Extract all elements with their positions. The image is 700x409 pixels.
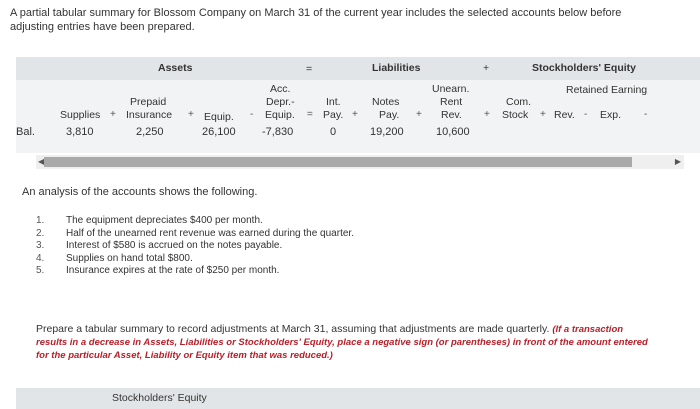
equals-sign: = xyxy=(306,63,313,75)
answer-table-header xyxy=(16,388,700,409)
scroll-left-icon[interactable]: ◀ xyxy=(38,157,45,166)
op-minus: - xyxy=(250,109,254,120)
instructions xyxy=(36,323,656,362)
analysis-title: An analysis of the accounts shows the following. xyxy=(22,186,258,198)
stockholders-equity-header: Stockholders' Equity xyxy=(532,62,637,74)
col-accdepr-3: Equip. xyxy=(265,109,295,121)
col-unearned-1: Unearn. xyxy=(432,83,470,95)
op-plus: + xyxy=(540,109,546,120)
balance-supplies: 3,810 xyxy=(66,126,94,138)
intro-line-2: adjusting entries have been prepared. xyxy=(10,21,195,33)
balance-prepaid: 2,250 xyxy=(136,126,164,138)
instructions-main: Prepare a tabular summary to record adjustments at March 31, assuming that adjustments are made quarterly. xyxy=(36,323,550,335)
col-prepaid-2: Insurance xyxy=(126,109,173,121)
op-plus: + xyxy=(110,109,116,120)
op-plus: + xyxy=(188,109,194,120)
col-notespay-1: Notes xyxy=(372,96,400,108)
balance-notespay: 19,200 xyxy=(370,126,404,138)
col-intpay-2: Pay. xyxy=(323,109,344,121)
assets-header: Assets xyxy=(158,62,193,74)
balance-equip: 26,100 xyxy=(202,126,236,138)
plus-sign: + xyxy=(483,62,490,74)
instructions-note: (If a transaction results in a decrease in Assets, Liabilities or Stockholders' Equity, place a negative sign (or parentheses) in front of the amount entered for the particular Asset, Liability or Equity item that was reduced.) xyxy=(36,324,648,361)
op-minus: - xyxy=(644,109,648,120)
op-equals: = xyxy=(307,109,313,120)
retained-earnings-header: Retained Earning xyxy=(566,84,648,96)
liabilities-header: Liabilities xyxy=(372,62,421,74)
col-comstock-2: Stock xyxy=(502,109,529,121)
col-unearned-3: Rev. xyxy=(441,109,462,121)
balance-accdepr: -7,830 xyxy=(262,126,294,138)
col-notespay-2: Pay. xyxy=(379,109,400,121)
op-plus: + xyxy=(352,109,358,120)
answer-stockholders-equity-label: Stockholders' Equity xyxy=(112,392,207,404)
op-plus: + xyxy=(484,109,490,120)
col-equip: Equip. xyxy=(204,111,234,123)
intro-line-1: A partial tabular summary for Blossom Company on March 31 of the current year includes the selected accounts below before xyxy=(10,7,622,19)
col-prepaid-1: Prepaid xyxy=(130,96,167,108)
scroll-right-icon[interactable]: ▶ xyxy=(674,157,681,166)
op-minus: - xyxy=(584,109,588,120)
col-accdepr-2: Depr.- xyxy=(266,96,295,108)
intro-text xyxy=(10,6,660,34)
balance-label: Bal. xyxy=(16,126,35,138)
col-comstock-1: Com. xyxy=(506,96,532,108)
col-intpay-1: Int. xyxy=(326,96,341,108)
scrollbar-thumb[interactable] xyxy=(44,157,632,167)
col-supplies: Supplies xyxy=(60,109,101,121)
balance-intpay: 0 xyxy=(330,126,337,138)
tabular-summary-table xyxy=(16,57,700,153)
col-accdepr-1: Acc. xyxy=(270,83,291,95)
balance-unearned: 10,600 xyxy=(436,126,470,138)
op-plus: + xyxy=(416,109,422,120)
col-expense: Exp. xyxy=(600,109,622,121)
col-revenue: Rev. xyxy=(554,109,575,121)
col-unearned-2: Rent xyxy=(440,96,463,108)
horizontal-scrollbar[interactable] xyxy=(36,155,684,169)
